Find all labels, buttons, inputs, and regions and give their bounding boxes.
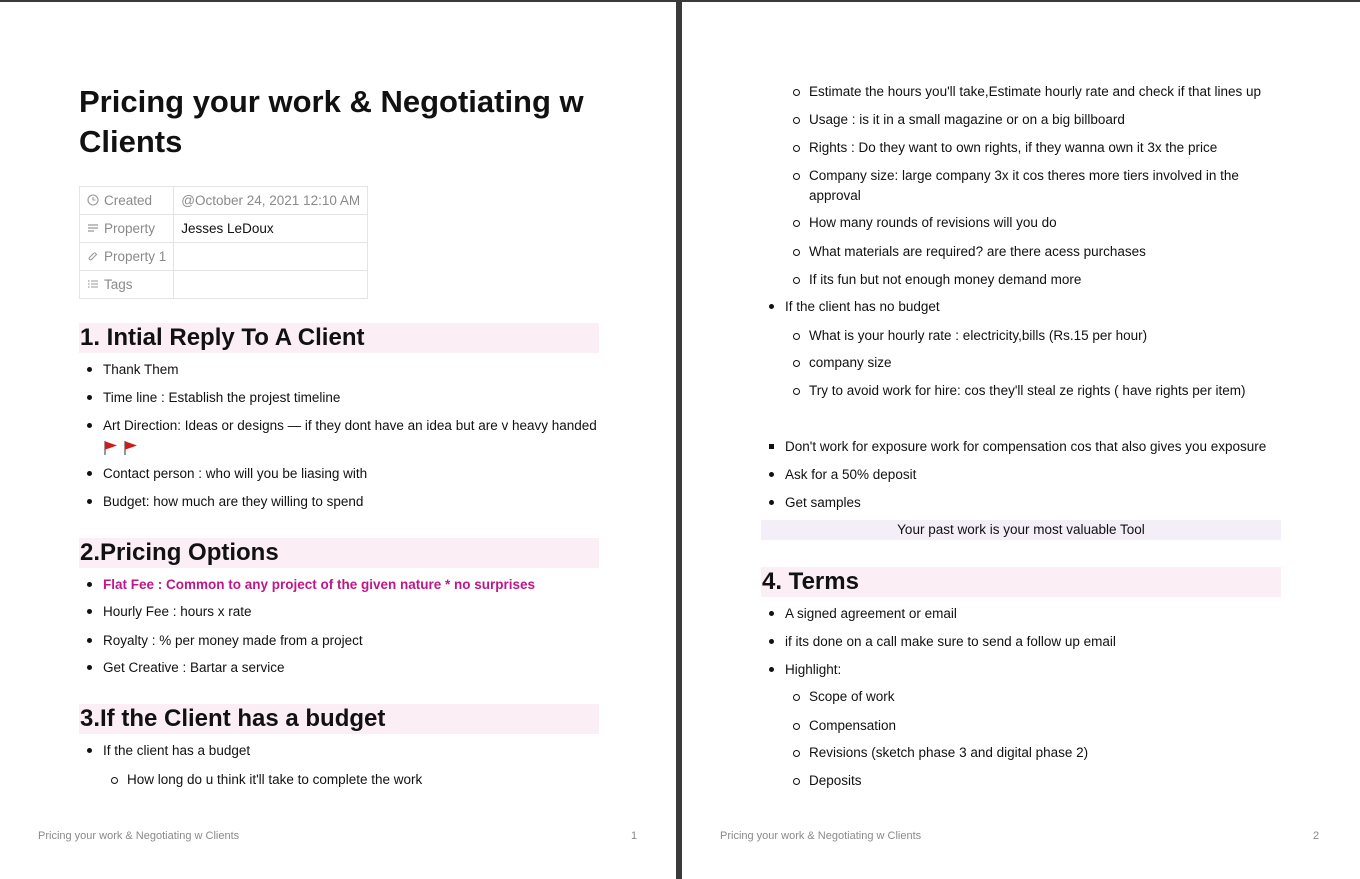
sub-list-item: What is your hourly rate : electricity,bills (Rs.15 per hour) <box>809 326 1147 346</box>
list-item: Ask for a 50% deposit <box>785 465 916 485</box>
sub-list-item: How many rounds of revisions will you do <box>809 213 1057 233</box>
section-heading-initial-reply: 1. Intial Reply To A Client <box>79 323 599 353</box>
page-title: Pricing your work & Negotiating w Clients <box>79 84 584 159</box>
document-page-2 <box>682 2 1360 879</box>
red-flag-icon <box>123 440 139 456</box>
property-key: Tags <box>104 277 133 292</box>
list-item: Contact person : who will you be liasing with <box>103 464 367 484</box>
page-footer-title: Pricing your work & Negotiating w Clients <box>38 830 240 842</box>
list-item <box>103 416 597 458</box>
list-item: Highlight: <box>785 660 841 680</box>
sub-list-item: Try to avoid work for hire: cos they'll steal ze rights ( have rights per item) <box>809 381 1245 401</box>
list-item: If the client has a budget <box>103 741 250 761</box>
red-flags <box>103 438 143 458</box>
list-item-text: Art Direction: Ideas or designs — if they dont have an idea but are v heavy handed <box>103 418 597 433</box>
callout-quote: Your past work is your most valuable Tool <box>761 520 1281 540</box>
property-value <box>174 243 368 271</box>
red-flag-icon <box>103 440 119 456</box>
document-page-1 <box>0 2 676 879</box>
properties-table <box>79 186 368 299</box>
highlighted-list-item: Flat Fee : Common to any project of the given nature * no surprises <box>103 575 535 595</box>
property-key: Property 1 <box>104 249 167 264</box>
sub-list-item: What materials are required? are there acess purchases <box>809 242 1146 262</box>
list-item: If the client has no budget <box>785 297 940 317</box>
sub-list-item: Scope of work <box>809 687 895 707</box>
property-value: @October 24, 2021 12:10 AM <box>174 187 368 215</box>
property-row-property[interactable] <box>80 215 368 243</box>
sub-list-item: Company size: large company 3x it cos theres more tiers involved in the approval <box>809 166 1269 206</box>
list-item: Budget: how much are they willing to spend <box>103 492 363 512</box>
sub-list-item: Compensation <box>809 716 896 736</box>
section-heading-pricing-options: 2.Pricing Options <box>79 538 599 568</box>
page-number: 1 <box>631 830 638 842</box>
list-item: Get samples <box>785 493 861 513</box>
section-heading-terms: 4. Terms <box>761 567 1281 597</box>
list-item: if its done on a call make sure to send a follow up email <box>785 632 1116 652</box>
sub-list-item: Estimate the hours you'll take,Estimate hourly rate and check if that lines up <box>809 82 1261 102</box>
list-item: Royalty : % per money made from a project <box>103 631 363 651</box>
link-icon <box>87 250 99 262</box>
section-heading-client-budget: 3.If the Client has a budget <box>79 704 599 734</box>
list-icon <box>87 278 99 290</box>
sub-list-item: How long do u think it'll take to complete the work <box>127 770 422 790</box>
list-item: Time line : Establish the projest timeline <box>103 388 340 408</box>
property-key: Property <box>104 221 156 236</box>
clock-icon <box>87 194 99 206</box>
sub-list-item: Usage : is it in a small magazine or on a big billboard <box>809 110 1125 130</box>
page-number: 2 <box>1313 830 1320 842</box>
list-item: Get Creative : Bartar a service <box>103 658 285 678</box>
text-lines-icon <box>87 222 99 234</box>
property-row-created[interactable] <box>80 187 368 215</box>
property-value <box>174 271 368 299</box>
sub-list-item: Rights : Do they want to own rights, if they wanna own it 3x the price <box>809 138 1217 158</box>
page-footer-title: Pricing your work & Negotiating w Clients <box>720 830 922 842</box>
list-item: Don't work for exposure work for compensation cos that also gives you exposure <box>785 437 1266 457</box>
sub-list-item: Revisions (sketch phase 3 and digital phase 2) <box>809 743 1088 763</box>
list-item: A signed agreement or email <box>785 604 957 624</box>
sub-list-item: company size <box>809 353 892 373</box>
property-row-tags[interactable] <box>80 271 368 299</box>
sub-list-item: If its fun but not enough money demand more <box>809 270 1081 290</box>
property-value: Jesses LeDoux <box>174 215 368 243</box>
property-key: Created <box>104 193 153 208</box>
list-item: Hourly Fee : hours x rate <box>103 602 252 622</box>
property-row-property-1[interactable] <box>80 243 368 271</box>
sub-list-item: Deposits <box>809 771 862 791</box>
list-item: Thank Them <box>103 360 179 380</box>
